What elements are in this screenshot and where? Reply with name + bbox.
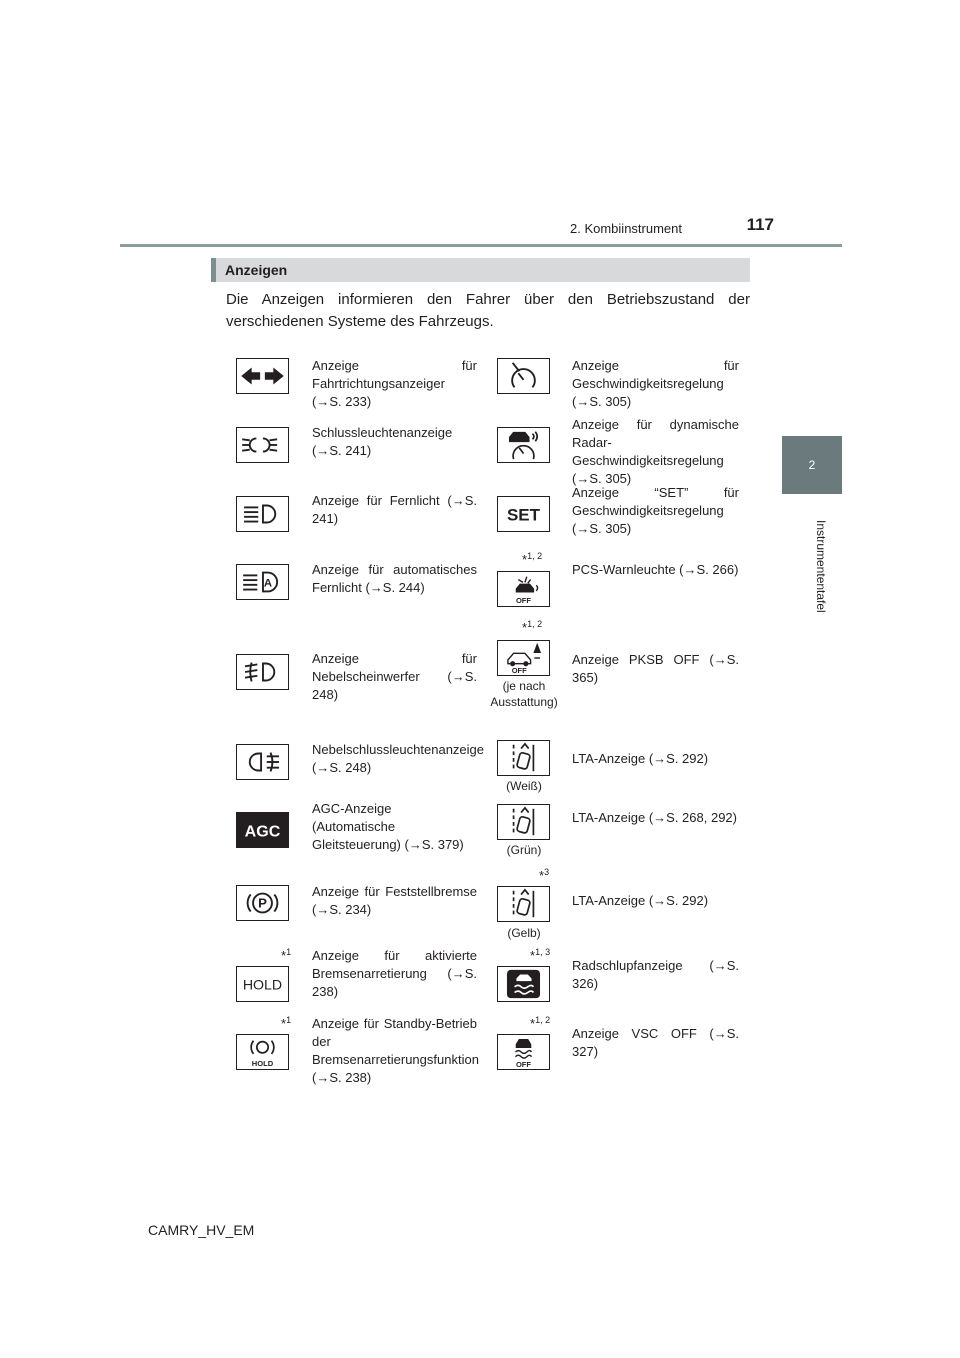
agc-icon-text: AGC [244, 822, 281, 841]
pksb-off-icon [497, 640, 550, 676]
icon-note: (Gelb) [507, 926, 541, 940]
header-rule [120, 244, 842, 247]
indicator-label: Anzeige für aktivierte Bremsenarretierung (→S. 238) [312, 948, 477, 999]
brake-hold-standby-icon [236, 1034, 289, 1070]
chapter-tab[interactable]: 2 [782, 436, 842, 494]
indicator-label: Anzeige “SET” für Geschwindigkeitsregelung (→S. 305) [572, 485, 739, 536]
section-intro: Die Anzeigen informieren den Fahrer über den Betriebszustand der verschiedenen Systeme des Fahrzeugs. [226, 291, 750, 330]
slip-indicator-icon [497, 966, 550, 1002]
indicator-label: Anzeige für Feststellbremse (→S. 234) [312, 884, 477, 917]
pcs-warning-icon-text: OFF [515, 596, 532, 606]
pksb-off-icon-text: OFF [511, 666, 527, 675]
lta-white-icon [497, 740, 550, 776]
indicator-label: Anzeige für Geschwindigkeitsregelung (→S. 305) [572, 358, 739, 409]
indicator-label: Anzeige für Nebelscheinwerfer (→S. 248) [312, 651, 477, 702]
front-fog-light-icon [236, 654, 289, 690]
indicator-label: Anzeige PKSB OFF (→S. 365) [572, 652, 739, 685]
tail-light-icon [236, 427, 289, 463]
indicator-label: LTA-Anzeige (→S. 268, 292) [572, 810, 737, 825]
brake-hold-icon [236, 966, 289, 1002]
auto-high-beam-icon [236, 564, 289, 600]
indicator-label: LTA-Anzeige (→S. 292) [572, 893, 709, 908]
footnote-mark: *$^3$ [539, 867, 550, 883]
footnote-mark: *$^1$ [281, 1015, 292, 1031]
pcs-warning-icon [497, 571, 550, 607]
rear-fog-light-icon [236, 744, 289, 780]
icon-note: (Grün) [506, 843, 542, 857]
vsc-off-icon [497, 1034, 550, 1070]
indicator-label: AGC-Anzeige (Automatische Gleitsteuerung) (→S. 379) [312, 801, 464, 852]
brake-hold-icon-text: HOLD [242, 977, 283, 994]
indicator-label: PCS-Warnleuchte (→S. 266) [572, 562, 739, 577]
parking-brake-icon-text: P [258, 895, 267, 911]
radar-cruise-control-icon [497, 427, 550, 463]
indicator-label: Radschlupfanzeige (→S. 326) [572, 958, 739, 991]
section-heading-label: Anzeigen [225, 262, 288, 278]
indicator-label: Anzeige für Standby-Betrieb der Bremsenarretierungsfunktion (→S. 238) [312, 1016, 479, 1085]
footnote-mark: *$^{1, 3}$ [530, 947, 551, 963]
footnote-mark: *$^1$ [281, 947, 292, 963]
icon-note: (je nach Ausstattung) [490, 679, 558, 709]
cruise-control-icon [497, 358, 550, 394]
lta-green-icon [497, 804, 550, 840]
footnote-mark: *$^{1, 2}$ [522, 619, 543, 635]
indicator-label: LTA-Anzeige (→S. 292) [572, 751, 709, 766]
indicator-label: Anzeige für dynamische Radar-Geschwindigkeitsregelung (→S. 305) [572, 417, 739, 486]
indicator-label: Anzeige VSC OFF (→S. 327) [572, 1026, 739, 1059]
indicator-label: Anzeige für automatisches Fernlicht (→S. 244) [312, 562, 477, 595]
chapter-name: Instrumententafel [814, 520, 828, 613]
indicator-label: Nebelschlussleuchtenanzeige (→S. 248) [312, 742, 485, 775]
footnote-mark: *$^{1, 2}$ [522, 551, 543, 567]
section-heading-accent [211, 258, 216, 282]
set-icon [497, 496, 550, 532]
parking-brake-icon [236, 885, 289, 921]
section-heading [211, 258, 750, 282]
agc-icon [236, 812, 289, 848]
page-number: 117 [746, 215, 774, 234]
brake-hold-standby-icon-text: HOLD [251, 1059, 274, 1069]
svg-text:A: A [263, 577, 273, 590]
chapter-title: 2. Kombiinstrument [570, 221, 682, 236]
set-icon-text: SET [506, 505, 541, 525]
vsc-off-icon-text: OFF [515, 1060, 532, 1069]
indicator-label: Anzeige für Fernlicht (→S. 241) [312, 493, 477, 526]
footnote-mark: *$^{1, 2}$ [530, 1015, 551, 1031]
indicator-label: Anzeige für Fahrtrichtungsanzeiger (→S. 233) [312, 358, 477, 409]
model-code: CAMRY_HV_EM [148, 1222, 255, 1238]
lta-yellow-icon [497, 886, 550, 922]
high-beam-icon [236, 496, 289, 532]
turn-signal-arrows-icon [236, 358, 289, 394]
icon-note: (Weiß) [506, 779, 542, 793]
indicator-label: Schlussleuchtenanzeige (→S. 241) [312, 425, 453, 458]
